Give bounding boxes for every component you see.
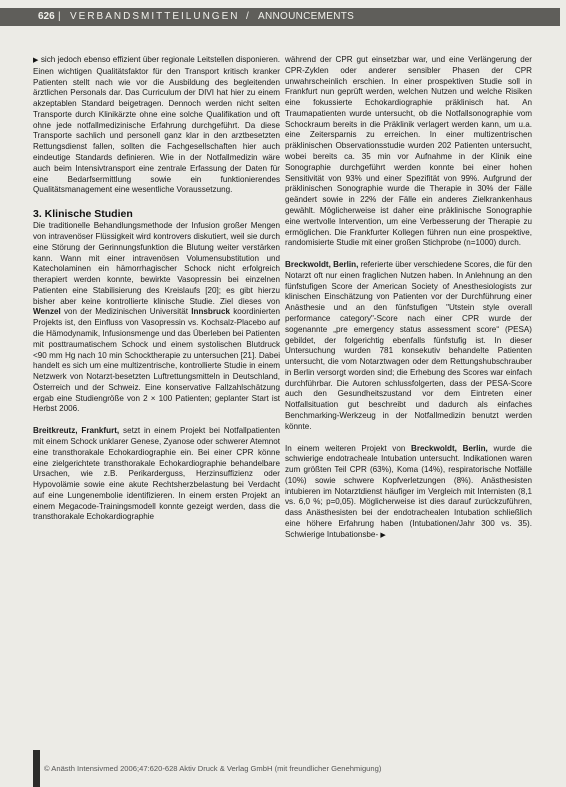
author-breckwoldt-2: Breckwoldt, Berlin, — [411, 443, 488, 453]
author-wenzel: Wenzel — [33, 307, 61, 317]
footer-bar — [33, 750, 40, 787]
right-column — [285, 55, 532, 542]
left-paragraph-3: Breitkreutz, Frankfurt, setzt in einem Projekt bei Notfallpatienten mit einem Schock unklarer Genese, Zyanose oder schwerer Atemnot eine transthorakale Echokardiographie ein. Bei einer CPR könne eine zielgerichtete transthorakale Echokardiographie behandelbare Ursachen, wie z.B. Perikarderguss, Herzinsuffizienz oder Hypovolämie sowie eine akute Rechtsherzbelastung bei Verdacht auf eine Lungenembolie identifizieren. In einem ersten Projekt an einem Megacode-Trainingsmodell konnte gezeigt werden, dass die transthorakale Echokardiographie — [33, 426, 280, 522]
location-innsbruck: Innsbruck — [191, 307, 230, 317]
left-column — [33, 55, 280, 523]
journal-section-title: VERBANDSMITTEILUNGEN — [70, 11, 240, 22]
author-breckwoldt: Breckwoldt, Berlin, — [285, 260, 359, 270]
footer-copyright: © Anästh Intensivmed 2006;47:620-628 Aktiv Druck & Verlag GmbH (mit freundlicher Genehmigung) — [44, 764, 382, 773]
continuation-arrow-icon: ▶ — [33, 57, 39, 64]
right-paragraph-2: Breckwoldt, Berlin, referierte über verschiedene Scores, die für den Notarzt oft nur einen fraglichen Nutzen haben. In Anlehnung an den fünfstufigen Score der American Society of Anesthesiologists zur klinischen Einschätzung von Patienten vor der Durchführung einer Anästhesie und an den fünfstufigen "Utstein style overall performance category"-Score nach einer CPR wurde der sogenannte „pre emergency status assessment score“ (PESA) gebildet, der folgerichtig ebenfalls fünfstufig ist. In dieser Untersuchung wurden 781 konsekutiv behandelte Patienten untersucht, die vom Notarztwagen oder dem Rettungshubschrauber in Berlin versorgt worden sind; die Erhebung des Scores war einfach durchführbar. Die Autoren schlussfolgerten, dass der PESA-Score auch den Gesundheitszustand vor dem Eintreten einer Notfallsituation gut beschreibt und dadurch als einfaches Benchmarking-Werkzeug in der Notfallmedizin benutzt werden könnte. — [285, 260, 533, 431]
section-title-en: ANNOUNCEMENTS — [258, 11, 355, 22]
author-breitkreutz: Breitkreutz, Frankfurt, — [33, 426, 120, 436]
page-header — [0, 8, 560, 26]
continue-arrow-icon: ▶ — [380, 531, 386, 539]
right-paragraph-1: während der CPR gut einsetzbar war, und eine Verlängerung der CPR-Zyklen oder anderer sensibler Phasen der CPR unwahrscheinlich erschien. In einer prospektiven Studie soll in Frankfurt nun geprüft werden, welchen Nutzen und welche Risiken eine fokussierte Echokardiographie präklinisch hat. An Traumapatienten wurde untersucht, ob die Notfallsonographie vom Schockraum bereits in die Präklinik verlagert werden kann, um u.a. eine Zeitersparnis zu erreichen. In einer multizentrischen präklinischen Observationsstudie wurden 202 Patienten untersucht, wobei bereits ca. 35 min vor Aufnahme in der Klinik eine Sonographie durchgeführt werden konnte bei einer hohen Sensitivität von 93% und einer Spezifität von 99%. Aufgrund der präklinischen Sonographie wurde die Therapie in 30% der Fälle geändert sowie in 22% der Fälle ein anderes Zielkrankenhaus gewählt. Möglicherweise ist daher eine präklinische Sonographie eine wertvolle Intervention, um eine Verbesserung der Therapie zu ermöglichen. Die Frankfurter Kollegen führen nun eine prospektive, randomisierte Studie mit einer großen Stichprobe (n=1000) durch. — [285, 55, 532, 248]
left-paragraph-2: Die traditionelle Behandlungsmethode der Infusion großer Mengen von intravenöser Flüssigkeit wird kontrovers diskutiert, weil sie durch eine Störung der Gerinnungsfunktion die Blutung weiter verstärken kann. Wann mit einer intravenösen Volumensubstitution und Katecholaminen ein hämorrhagischer Schock nicht erfolgreich therapiert werden konnte, bewirkte Vasopressin bei einzelnen Patienten eine Stabilisierung des Kreislaufs [20]; es gibt hierzu bisher aber keine kontrollierte klinische Studie. Ziel dieses von Wenzel von der Medizinischen Universität Innsbruck koordinierten Projekts ist, den Einfluss von Vasopressin vs. Kochsalz-Placebo auf die Hämodynamik, Infusionsmenge und das Überleben bei Patienten mit posttraumatischem Schock und einem systolischen Blutdruck <90 mm Hg nach 10 min Schocktherapie zu untersuchen [21]. Dabei handelt es sich um eine multizentrische, kontrollierte Studie in einem Netzwerk von Notarzt-besetzten Luftrettungsmitteln in Deutschland, Österreich und der Schweiz. Eine konservative Fallzahlschätzung ergab eine Studiengröße von 2 × 100 Patienten; geplanter Start ist Herbst 2006. — [33, 221, 280, 414]
section-heading: 3. Klinische Studien — [33, 208, 133, 221]
page-number: 626 — [38, 11, 55, 22]
right-paragraph-3: In einem weiteren Projekt von Breckwoldt, Berlin, wurde die schwierige endotracheale Intubation untersucht. Indikationen waren zum größten Teil CPR (63%), Koma (14%), respiratorische Notfälle (10%) sowie schwere Kopfverletzungen (8%). Anästhesisten intubieren im Notarztdienst häufiger im Vergleich mit Internisten (8,1 vs. 6,0 %; p=0,05). Möglicherweise ist dies darauf zurückzuführen, dass Anästhesisten bei der endotrachealen Intubation schließlich eine höhere Erfahrung haben (Intubationen/Jahr 300 vs. 35). Schwierige Intubationsbe- ▶ — [285, 443, 533, 539]
header-slash: / — [246, 11, 249, 22]
left-paragraph-1: ▶ sich jedoch ebenso effizient über regionale Leitstellen disponieren. Einen wichtigen Qualitätsfaktor für den Transport kritisch kranker Patienten stellt nach wie vor die Ausbildung des begleitenden ärztlichen Personals dar. Das Curriculum der DIVI hat hier zu einem akzeptablen Standard beigetragen. Dennoch werden nicht selten Transporte durch Klinikärzte ohne eine solche Qualifikation und oft ohne jede notfallmedizinische Erfahrung durchgeführt. Da diese Transporte sachlich und personell ganz klar in den arztbesetzten Rettungsdienst fallen, sollten die Fachgesellschaften hier auch eindeutige Standards definieren. Wie in der Notfallmedizin wäre auch beim Intensivtransport eine zentrale Erfassung der Daten für eine Bedarfsermittlung sowie ein funktionierendes Qualitätsmanagement eine wesentliche Voraussetzung. — [33, 55, 281, 195]
header-separator: | — [58, 11, 61, 22]
